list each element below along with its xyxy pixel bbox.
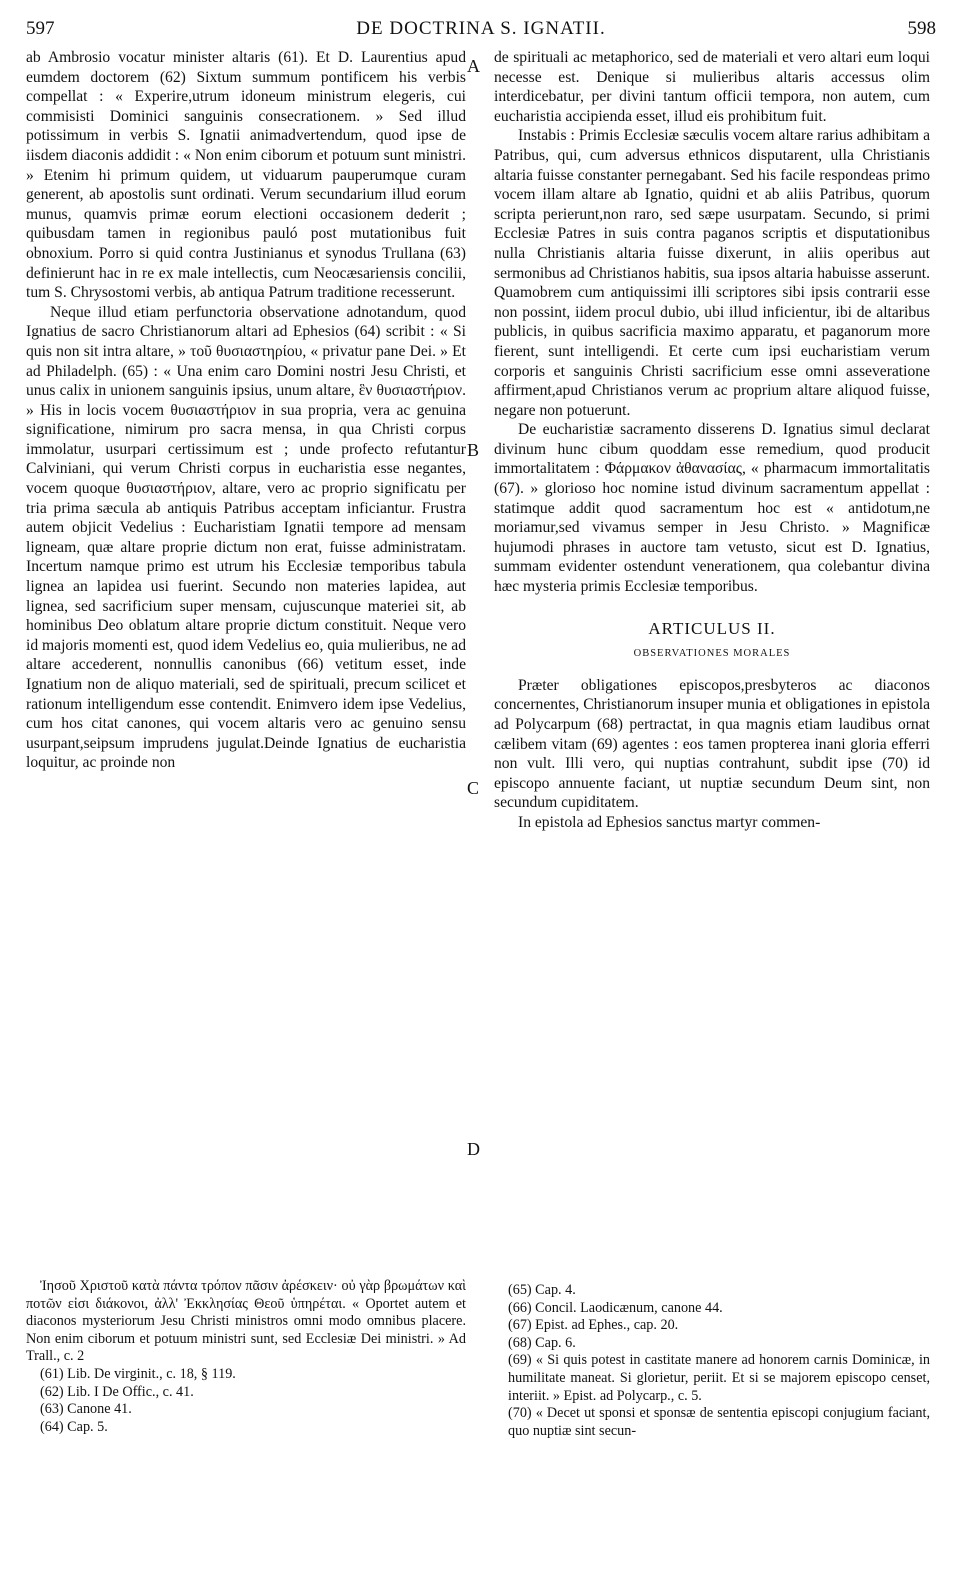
right-paragraph-2: Instabis : Primis Ecclesiæ sæculis vocem altare rarius adhibitam a Patribus, qui, cum adversus ethnicos disputarent, ulla Christianis altaria fuisse constanter pernegabant. Sed his facile respondeas primo vocem illam altare ab Ignatio, quidni et ab aliis Patribus, quorum scripta perierunt,non raro, sed sæpe usurpatam. Secundo, si primi Ecclesiæ Patres in suis contra paganos scriptis et disputationibus nulla Christianis altaria fuisse dixerunt, in aliis operibus aut sermonibus ad Christianos habitis, sua ipsos altaria habuisse asserunt. Quamobrem cum antiquissimi illi scriptores sibi ipsis contrarii esse non possint, iidem procul dubio, ubi illud inficientur, ibi de altaribus publicis, in quibus sacrificia maximo apparatu, et paganorum more fierent, sunt intelligendi. Et certe cum ipsi eucharistiam verum corporis et sanguinis Christi sacrificium esse omni asseveratione affirment,apud Christianos verum ac proprium altare aliquod fuisse, negare non potuerunt. bbox=[494, 127, 930, 419]
margin-marker-a: A bbox=[467, 56, 480, 76]
article-title: ARTICULUS II. bbox=[648, 618, 776, 638]
left-page-number: 597 bbox=[26, 18, 55, 39]
footnote-62: (62) Lib. I De Offic., c. 41. bbox=[40, 1383, 194, 1400]
footnote-70: (70) « Decet ut sponsi et sponsæ de sententia episcopi conjugium faciant, quo nuptiæ sint secun- bbox=[508, 1405, 930, 1439]
footnote-63: (63) Canone 41. bbox=[40, 1401, 132, 1418]
running-header bbox=[26, 18, 936, 42]
footnote-67: (67) Epist. ad Ephes., cap. 20. bbox=[508, 1317, 679, 1334]
footnote-69: (69) « Si quis potest in castitate manere ad honorem carnis Dominicæ, in humilitate maneat. Si glorietur, periit. Et si se majorem episcopo censet, interiit. » Epist. ad Polycarp., c. 5. bbox=[508, 1352, 930, 1404]
article-paragraph-2: In epistola ad Ephesios sanctus martyr commen- bbox=[518, 813, 821, 831]
footnote-66: (66) Concil. Laodicænum, canone 44. bbox=[508, 1299, 723, 1316]
left-column bbox=[26, 48, 466, 773]
right-paragraph-3: De eucharistiæ sacramento disserens D. Ignatius simul declarat divinum hunc cibum quoddam esse remedium, quod producit immortalitatem : Φάρμακον ἀθανασίας, « pharmacum immortalitatis (67). » glorioso hoc nomine istud divinum sacramentum appellat : statimque addit quod sacramentum hoc est « antidotum,ne moriamur,sed vivamus semper in Jesu Christo. » Magnificæ hujumodi phrases in auctore tam vetusto, sicut est D. Ignatius, summam evidenter ostendunt venerationem, qua colebantur divina hæc mysteria primis Ecclesiæ temporibus. bbox=[494, 421, 930, 596]
right-footnotes bbox=[494, 1282, 930, 1440]
margin-marker-c: C bbox=[467, 778, 480, 798]
footnote-64: (64) Cap. 5. bbox=[40, 1418, 108, 1435]
margin-marker-d: D bbox=[467, 1139, 480, 1159]
right-page-number: 598 bbox=[907, 18, 936, 39]
footnote-quote: Ἰησοῦ Χριστοῦ κατὰ πάντα τρόπον πᾶσιν ἀρέσκειν· οὐ γὰρ βρωμάτων καὶ ποτῶν εἰσι διάκονοι, ἀλλ' Ἐκκλησίας Θεοῦ ὑπηρέται. « Oportet autem et diaconos mysteriorum Jesu Christi ministros omni modo omnibus placere. Non enim ciborum et potuum ministri sunt, sed Ecclesiæ Dei ministri. » Ad Trall., c. 2 bbox=[26, 1278, 466, 1365]
left-footnotes bbox=[26, 1278, 466, 1436]
article-paragraph-1: Præter obligationes episcopos,presbyteros ac diaconos concernentes, Christianorum insuper munia et obligationes in epistola ad Polycarpum (68) pertractat, in qua magnis etiam laudibus ornat cælibem vitam (69) agentes : eos tamen propterea inani gloria efferri non vult. Illi vero, qui nuptias contrahunt, subdit ipse (70) id episcopo annuente faciant, ut nuptiæ secundum Deum sint, non secundum cupiditatem. bbox=[494, 676, 930, 812]
article-subtitle: OBSERVATIONES MORALES bbox=[633, 648, 791, 660]
left-paragraph-2: Neque illud etiam perfunctoria observatione adnotandum, quod Ignatius de sacro Christianorum altari ad Ephesios (64) scribit : « Si quis non sit intra altare, » τοῦ θυσιαστηρίου, « privatur pane Dei. » Et ad Philadelph. (65) : « Una enim caro Domini nostri Jesu Christi, et unus calix in unionem sanguinis ipsius, unum altare, ἓν θυσιαστήριον. » His in locis vocem θυσιαστήριον in sua propria, vera ac genuina significatione, nimirum pro sacra mensa, in qua Christi corpus immolatur, usurpari certissimum est ; unde profecto refutantur Calviniani, qui verum Christi corpus in eucharistia esse negantes, vocem quoque θυσιαστήριον, altare, vero ac proprio significatu per tria prima sæcula ab antiquis Patribus acceptam inficiantur. Frustra autem objicit Vedelius : Eucharistiam Ignatii tempore ad mensam ligneam, quæ altare proprie dictum non erat, fuisse administratam. Incertum namque primo est utrum his Ecclesiæ temporibus tabula lignea an lapidea usi fuerint. Secundo non materies lapidea, aut lignea, sed sacrificium super mensam, cujuscunque materiei sit, ab hominibus Deo oblatum altare proprie dictum constituit. Neque vero id majoris momenti est, quod idem Vedelius eo, quia mulieribus, ne ad altare accederent, nonnullis canonibus (66) vetitum esset, inde Ignatium non de aliquo materiali, sed de spirituali, precum scilicet et rationum intelligendum esse contendit. Enimvero idem ipse Vedelius, cum hos citat canones, qui vocem altaris vero ac genuino sensu usurpant,seipsum imprudens jugulat.Deinde Ignatius de eucharistia loquitur, ac proinde non bbox=[26, 303, 466, 772]
right-paragraph-1: de spirituali ac metaphorico, sed de materiali et vero altari eum loqui necesse est. Denique si mulieribus altaris accessus olim interdicebatur, per divini tantum officii tempora, non autem, cum eucharistia accipienda esset, illud eis prohibitum fuit. bbox=[494, 49, 930, 125]
footnote-65: (65) Cap. 4. bbox=[508, 1282, 576, 1298]
running-title: DE DOCTRINA S. IGNATII. bbox=[356, 18, 606, 39]
footnote-61: (61) Lib. De virginit., c. 18, § 119. bbox=[40, 1365, 236, 1382]
right-column bbox=[494, 48, 930, 833]
left-paragraph-1: ab Ambrosio vocatur minister altaris (61). Et D. Laurentius apud eumdem doctorem (62) Sixtum summum pontificem his verbis compellat : « Experire,utrum idoneum ministrum elegeris, cui commisisti Dominici sanguinis consecrationem. » Sed illud potissimum in verbis S. Ignatii animadvertendum, quod ipse de iisdem diaconis addidit : « Non enim ciborum et potuum sunt ministri. » Etenim hi primum quidem, ut viduarum pauperumque curam generent, ab apostolis sunt ordinati. Verum secundarium illud eorum munus, quamvis primæ eorum electioni occasionem dederit ; quibusdam tamen in regionibus pauló post mutationibus fuit obnoxium. Porro si quid contra Justinianus et synodus Trullana (63) definierunt hac in re ex male intellectis, cum Neocæsariensis concilii, tum S. Chrysostomi verbis, ab antiqua Patrum traditione recesserunt. bbox=[26, 49, 466, 302]
footnote-68: (68) Cap. 6. bbox=[508, 1334, 576, 1351]
margin-marker-b: B bbox=[467, 440, 480, 460]
